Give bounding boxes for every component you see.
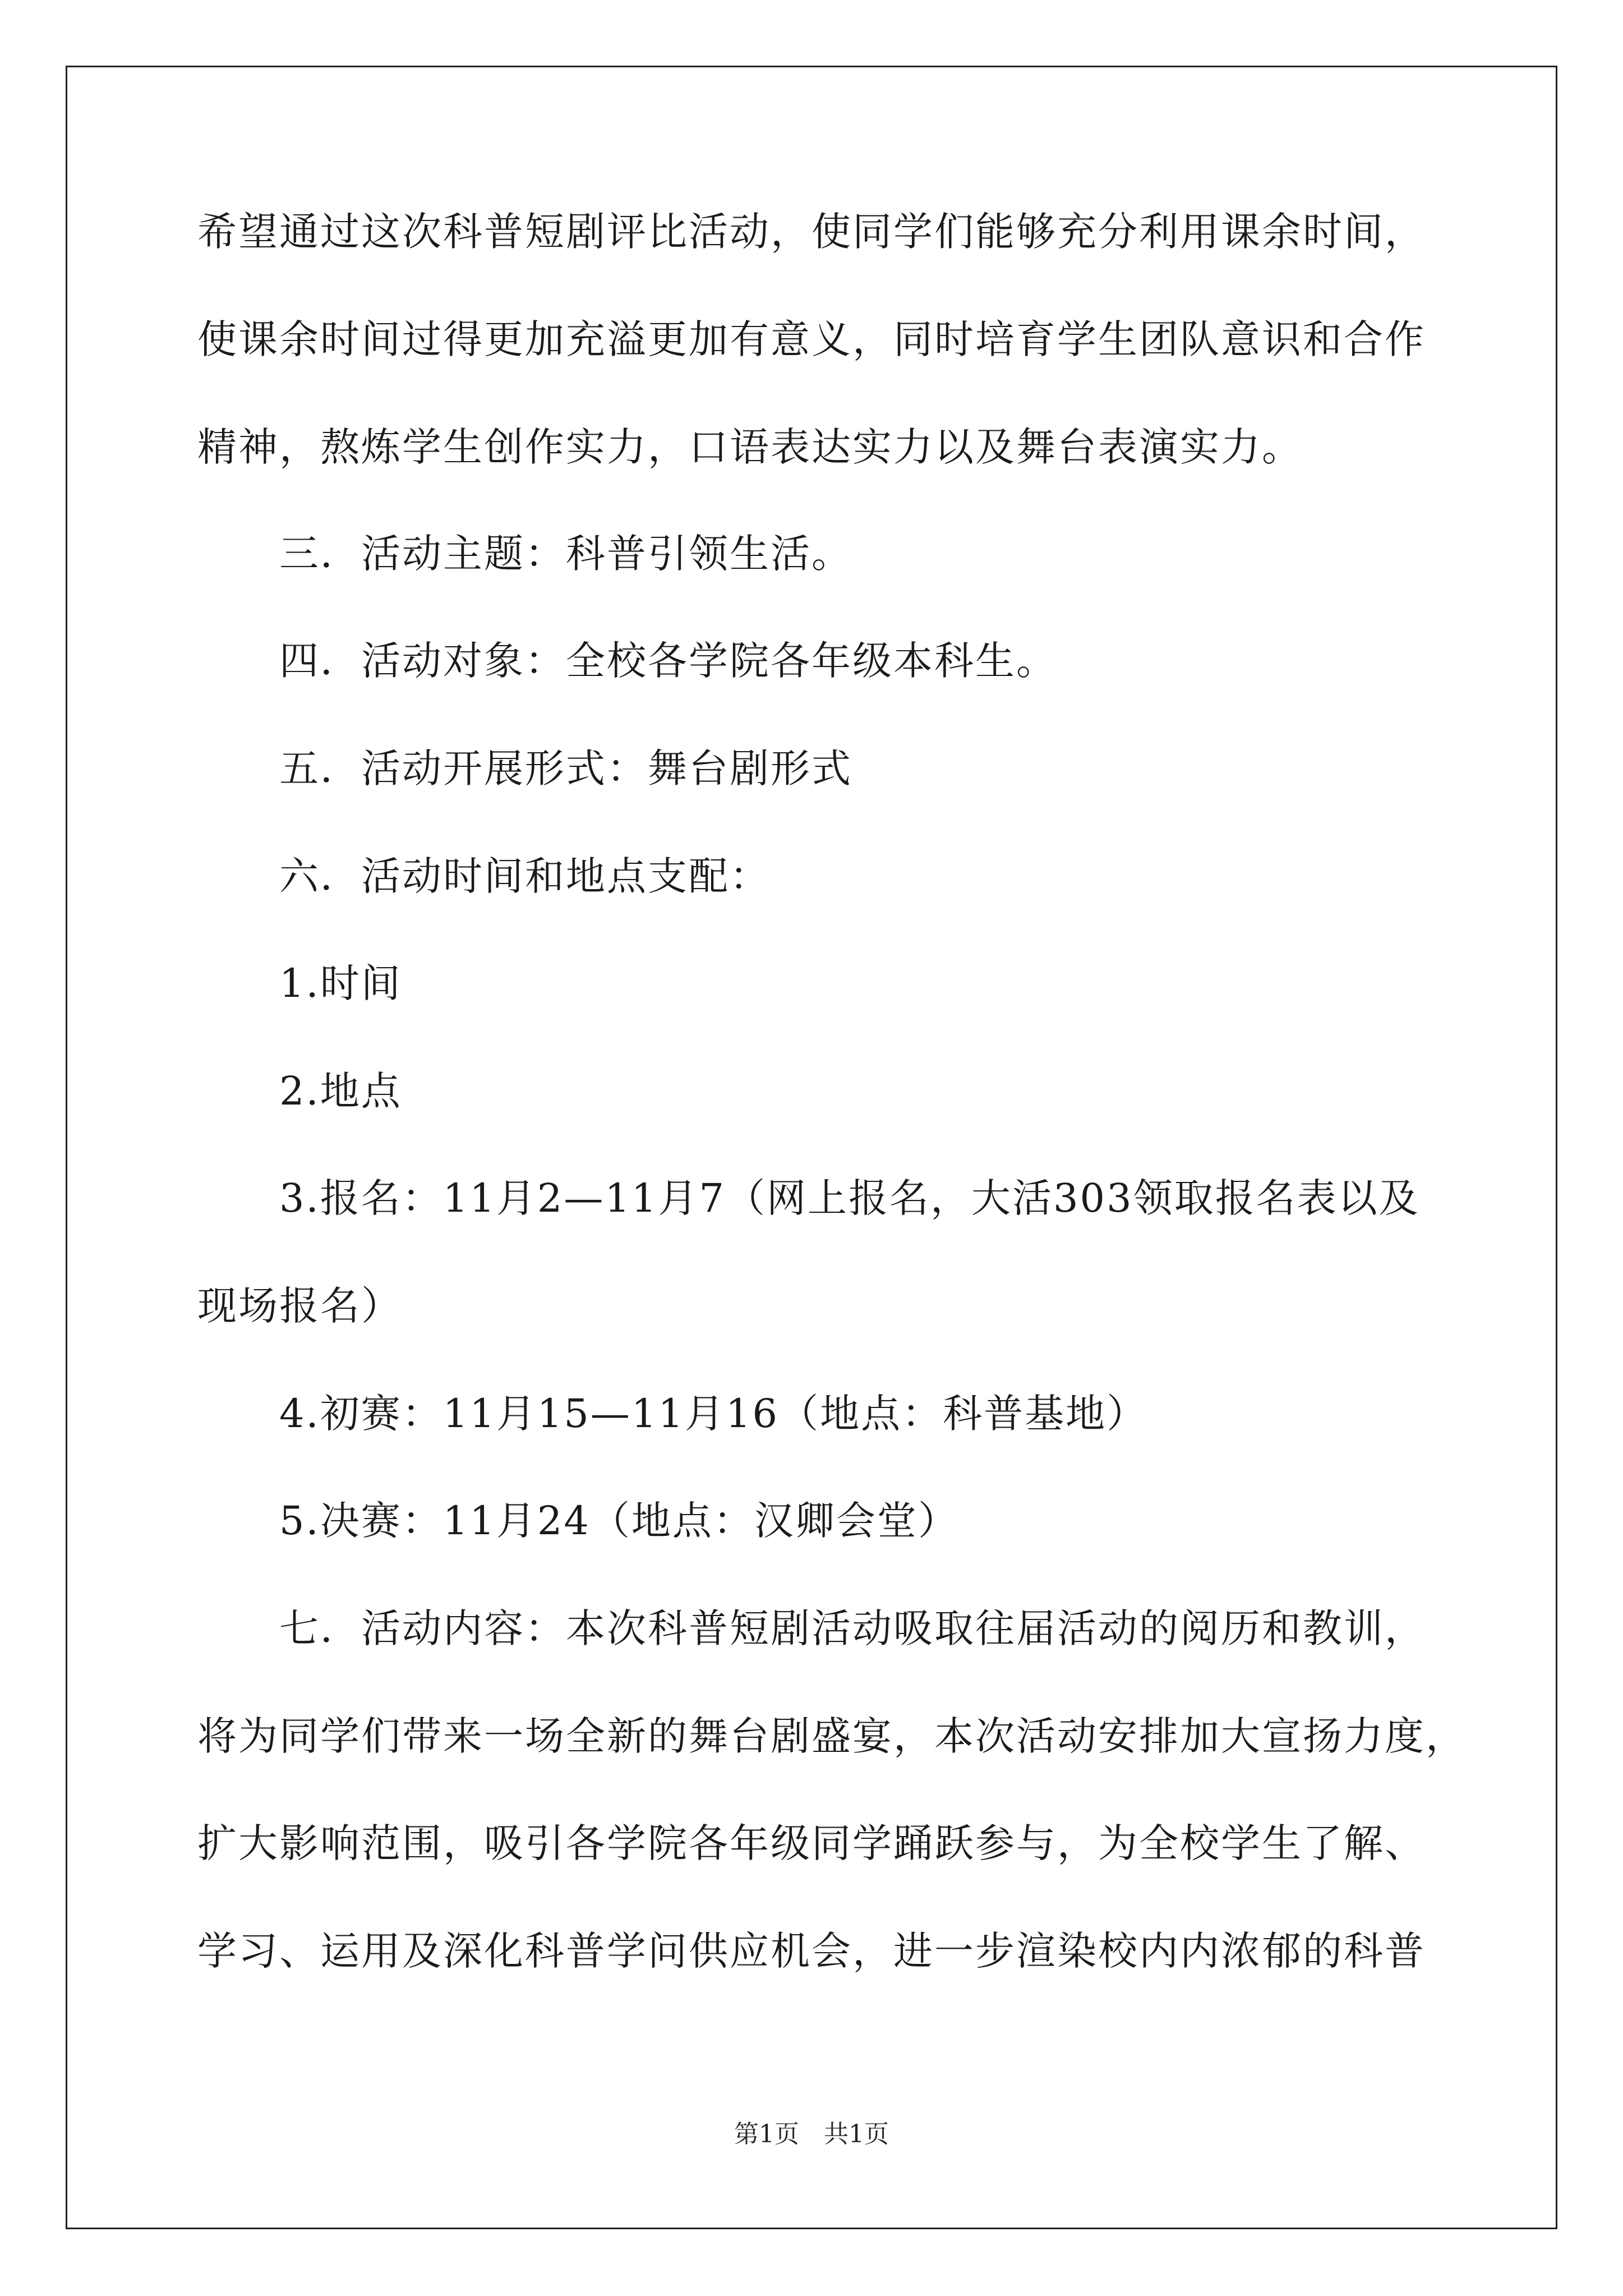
list-item: 1.时间 (279, 960, 402, 1006)
list-item: 3.报名：11月2—11月7（网上报名，大活303领取报名表以及 (279, 1175, 1420, 1221)
text-line: 使课余时间过得更加充溢更加有意义，同时培育学生团队意识和合作 (197, 316, 1426, 362)
section-heading: 五．活动开展形式：舞台剧形式 (279, 746, 852, 792)
section-heading: 三．活动主题：科普引领生活。 (279, 531, 852, 577)
text-line: 将为同学们带来一场全新的舞台剧盛宴，本次活动安排加大宣扬力度， (197, 1713, 1467, 1759)
text-line: 希望通过这次科普短剧评比活动，使同学们能够充分利用课余时间， (197, 209, 1426, 255)
section-heading: 七．活动内容：本次科普短剧活动吸取往届活动的阅历和教训， (279, 1605, 1426, 1651)
list-item: 2.地点 (279, 1068, 402, 1114)
text-line: 现场报名） (197, 1283, 402, 1329)
list-item: 4.初赛：11月15—11月16（地点：科普基地） (279, 1391, 1148, 1437)
section-heading: 六．活动时间和地点支配： (279, 853, 771, 899)
text-line: 扩大影响范围，吸引各学院各年级同学踊跃参与，为全校学生了解、 (197, 1820, 1426, 1866)
text-line: 精神，熬炼学生创作实力，口语表达实力以及舞台表演实力。 (197, 424, 1303, 470)
page-border (66, 66, 1557, 2229)
section-heading: 四．活动对象：全校各学院各年级本科生。 (279, 638, 1057, 684)
page-footer: 第1页 共1页 (734, 2120, 889, 2148)
text-line: 学习、运用及深化科普学问供应机会，进一步渲染校内内浓郁的科普 (197, 1928, 1426, 1974)
list-item: 5.决赛：11月24（地点：汉卿会堂） (279, 1498, 959, 1544)
